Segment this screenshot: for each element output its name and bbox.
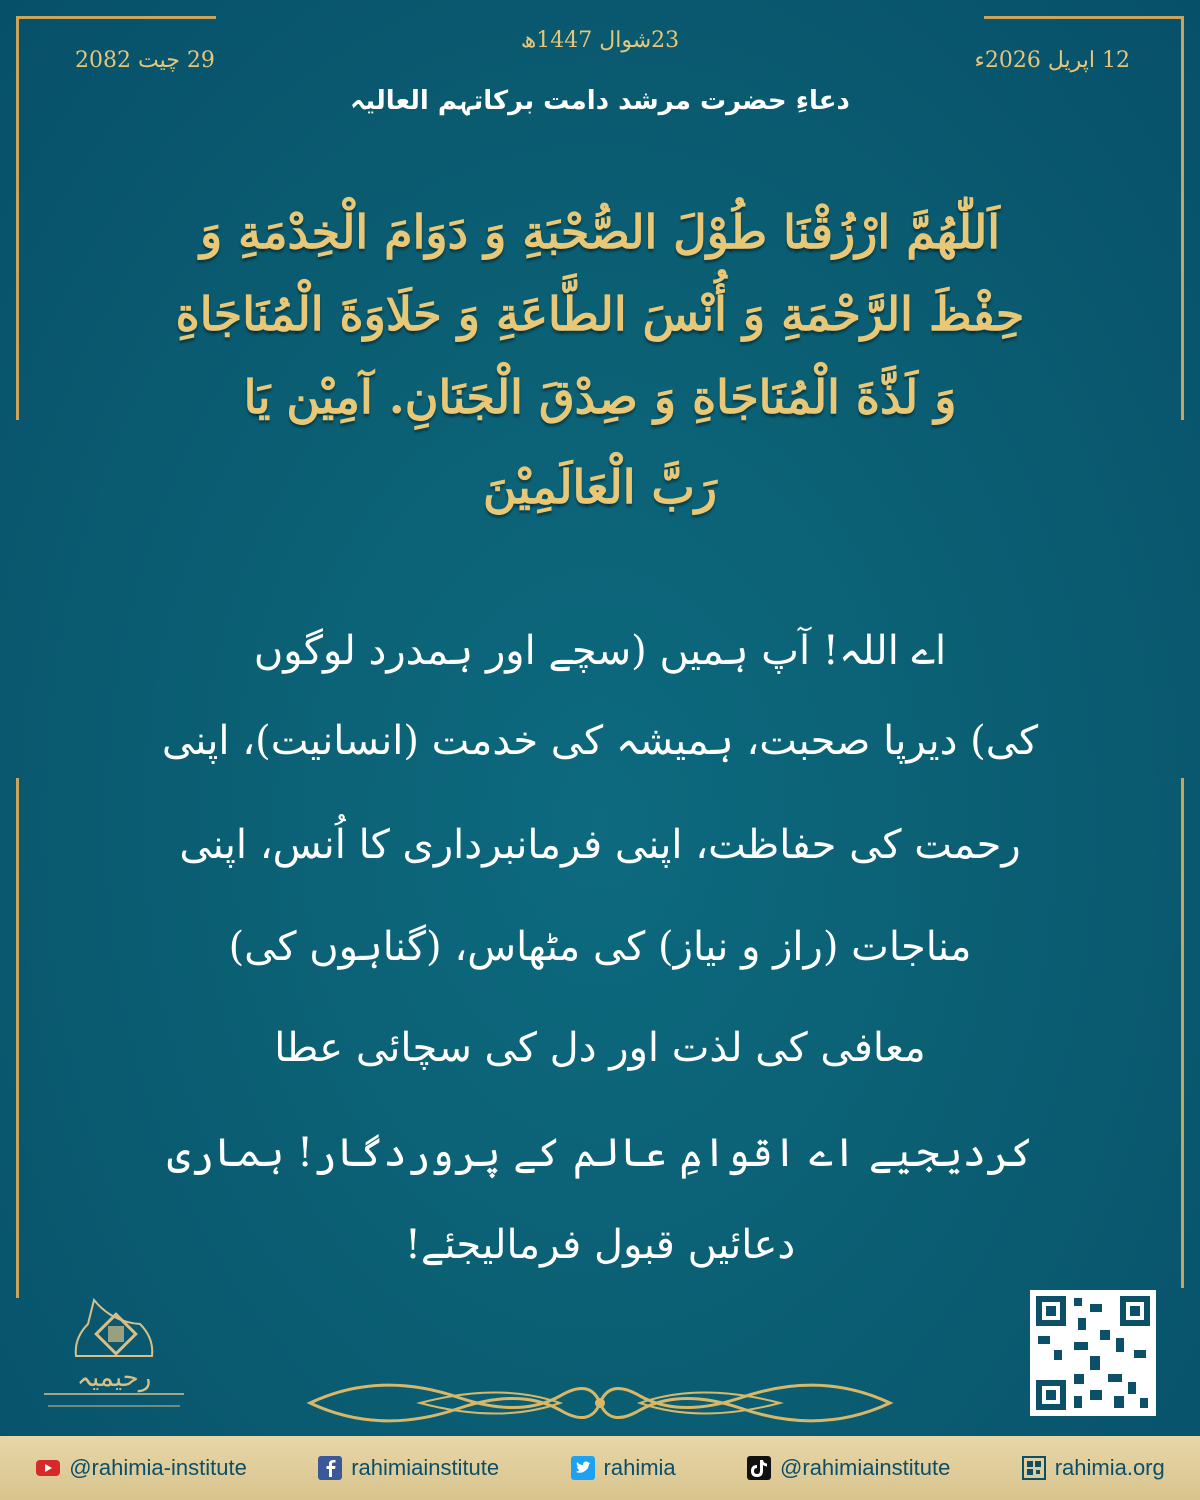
- bikrami-date: 29 چیت 2082: [75, 48, 215, 73]
- youtube-label: @rahimia-institute: [69, 1455, 247, 1480]
- urdu-line: دعائیں قبول فرمالیجئے!: [404, 1222, 796, 1268]
- twitter-label: rahimia: [603, 1455, 676, 1480]
- website-link[interactable]: [1021, 1455, 1165, 1481]
- frame-left-upper: [16, 16, 19, 420]
- twitter-icon: [570, 1455, 596, 1481]
- facebook-link[interactable]: [317, 1455, 499, 1481]
- social-footer: [0, 1436, 1200, 1500]
- frame-top-right: [984, 16, 1184, 19]
- qr-code[interactable]: [1030, 1290, 1156, 1416]
- tiktok-icon: [746, 1455, 772, 1481]
- frame-left-lower: [16, 778, 19, 1298]
- gold-ornament: [300, 1368, 900, 1438]
- urdu-line: مناجات (راز و نیاز) کی مٹھاس، (گناہوں کی): [228, 924, 972, 970]
- tiktok-label: @rahimiainstitute: [780, 1455, 951, 1480]
- frame-top-left: [16, 16, 216, 19]
- arabic-line: حِفْظَ الرَّحْمَةِ وَ أُنْسَ الطَّاعَةِ وَ حَلَاوَةَ الْمُنَاجَاةِ: [175, 287, 1025, 341]
- youtube-link[interactable]: [35, 1455, 247, 1481]
- rahimia-logo: [34, 1298, 194, 1416]
- facebook-label: rahimiainstitute: [351, 1455, 500, 1480]
- urdu-line: رحمت کی حفاظت، اپنی فرمانبرداری کا اُنس، اپنی: [179, 822, 1021, 868]
- youtube-icon: [35, 1455, 61, 1481]
- facebook-icon: [317, 1455, 343, 1481]
- subtitle: دعاءِ حضرت مرشد دامت برکاتہم العالیہ: [350, 86, 850, 116]
- web-icon: [1021, 1455, 1047, 1481]
- urdu-line: کردیجیے اے اقوامِ عالم کے پروردگار! ہماری: [167, 1130, 1033, 1176]
- hijri-date: 23شوال 1447ھ: [520, 28, 680, 53]
- urdu-line: اے اللہ! آپ ہمیں (سچے اور ہمدرد لوگوں: [253, 628, 947, 674]
- arabic-line: اَللّٰهُمَّ ارْزُقْنَا طُوْلَ الصُّحْبَةِ وَ دَوَامَ الْخِدْمَةِ وَ: [199, 205, 1001, 259]
- twitter-link[interactable]: [570, 1455, 676, 1481]
- gregorian-date: 12 اپریل 2026ء: [974, 48, 1130, 73]
- website-label: rahimia.org: [1054, 1455, 1165, 1480]
- urdu-line: معافی کی لذت اور دل کی سچائی عطا: [274, 1025, 926, 1071]
- urdu-line: کی) دیرپا صحبت، ہمیشہ کی خدمت (انسانیت)، اپنی: [161, 718, 1039, 764]
- logo-wordmark: رحیمیہ: [76, 1363, 152, 1393]
- tiktok-link[interactable]: [746, 1455, 950, 1481]
- arabic-line: وَ لَذَّةَ الْمُنَاجَاةِ وَ صِدْقَ الْجَنَانِ. آمِيْن يَا: [243, 370, 957, 424]
- arabic-line: رَبَّ الْعَالَمِيْنَ: [482, 460, 718, 514]
- frame-right-upper: [1181, 16, 1184, 420]
- frame-right-lower: [1181, 778, 1184, 1288]
